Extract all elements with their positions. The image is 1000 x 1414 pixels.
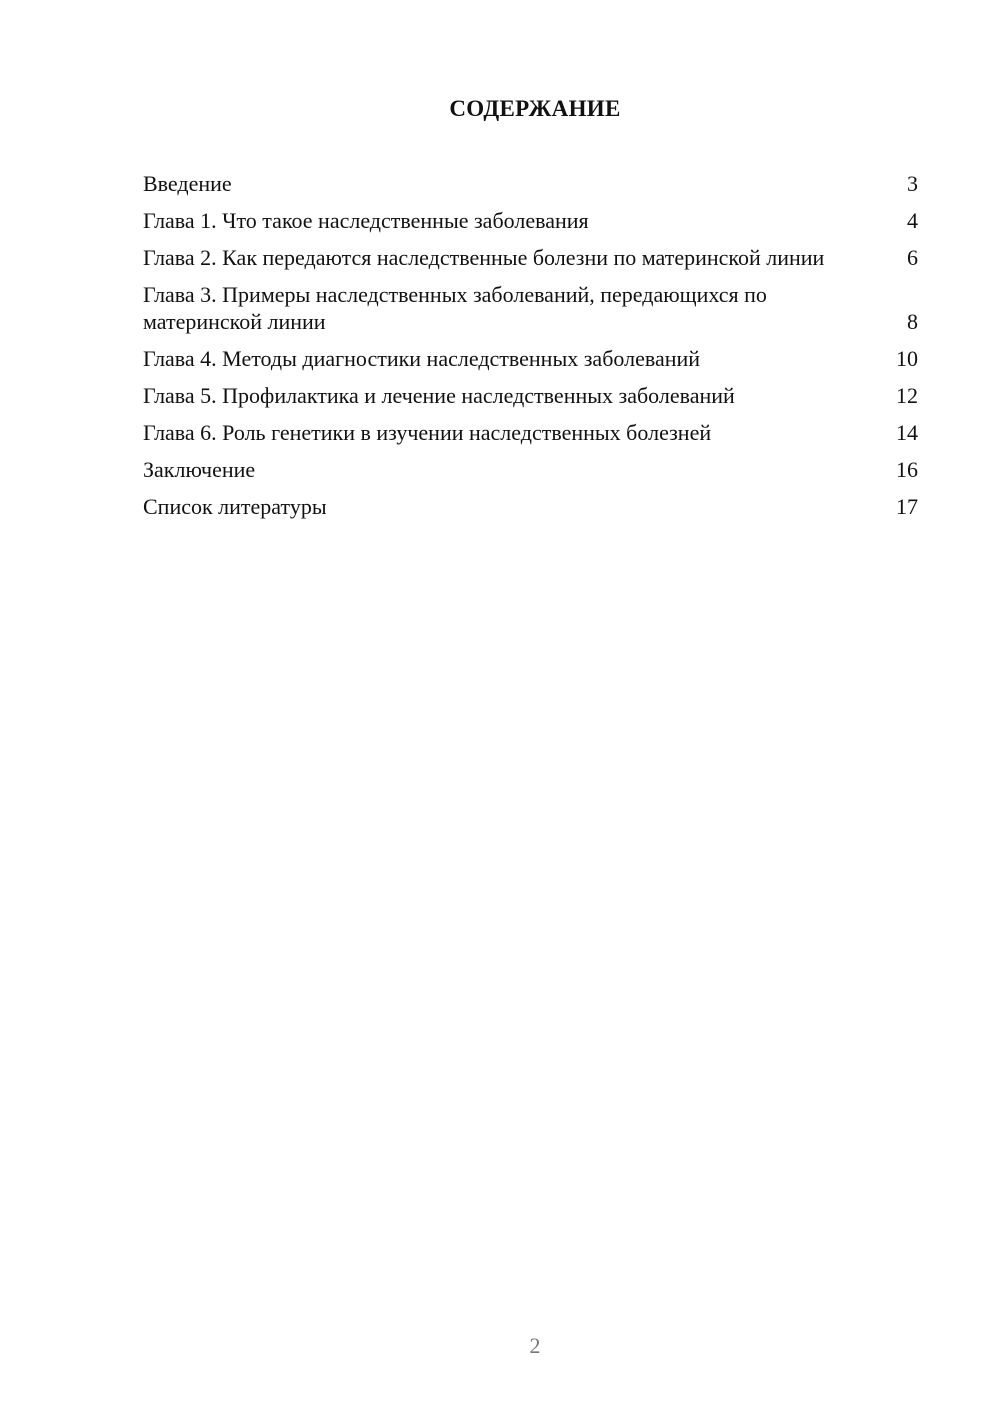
toc-entry-text: Глава 5. Профилактика и лечение наследственных заболеваний xyxy=(143,383,735,408)
toc-entry-page: 6 xyxy=(907,245,918,270)
toc-entry-chapter-6[interactable] xyxy=(143,419,918,446)
toc-entry-page: 12 xyxy=(896,383,918,408)
toc-entry-chapter-2[interactable] xyxy=(143,244,918,271)
toc-entry-page: 3 xyxy=(907,171,918,196)
toc-entry-text: Заключение xyxy=(143,457,256,482)
toc-entry-chapter-4[interactable] xyxy=(143,345,918,372)
toc-entry-chapter-3[interactable] xyxy=(143,281,918,335)
toc-entry-text: Глава 1. Что такое наследственные заболевания xyxy=(143,208,589,233)
page-title: СОДЕРЖАНИЕ xyxy=(449,96,621,121)
toc-entry-page: 16 xyxy=(896,457,918,482)
toc-entry-chapter-5[interactable] xyxy=(143,382,918,409)
toc-entry-page: 17 xyxy=(896,494,918,519)
toc-entry-text: Глава 6. Роль генетики в изучении наследственных болезней xyxy=(143,420,712,445)
toc-entry-text: Введение xyxy=(143,171,232,196)
toc-entry-chapter-1[interactable] xyxy=(143,207,918,234)
toc-entry-conclusion[interactable] xyxy=(143,456,918,483)
toc-entry-text: Глава 4. Методы диагностики наследственных заболеваний xyxy=(143,346,701,371)
toc-entry-page: 14 xyxy=(896,420,918,445)
toc-entry-introduction[interactable] xyxy=(143,170,918,197)
toc-entry-page: 10 xyxy=(896,346,918,371)
toc-entry-text: Глава 2. Как передаются наследственные болезни по материнской линии xyxy=(143,245,825,270)
toc-entry-page: 4 xyxy=(907,208,918,233)
toc-entry-page: 8 xyxy=(907,309,918,334)
toc-entry-text: Список литературы xyxy=(143,494,327,519)
toc-entry-text: Глава 3. Примеры наследственных заболеваний, передающихся по материнской линии xyxy=(143,282,767,334)
page-number: 2 xyxy=(529,1333,541,1358)
toc-entry-bibliography[interactable] xyxy=(143,493,918,520)
table-of-contents xyxy=(143,170,918,530)
